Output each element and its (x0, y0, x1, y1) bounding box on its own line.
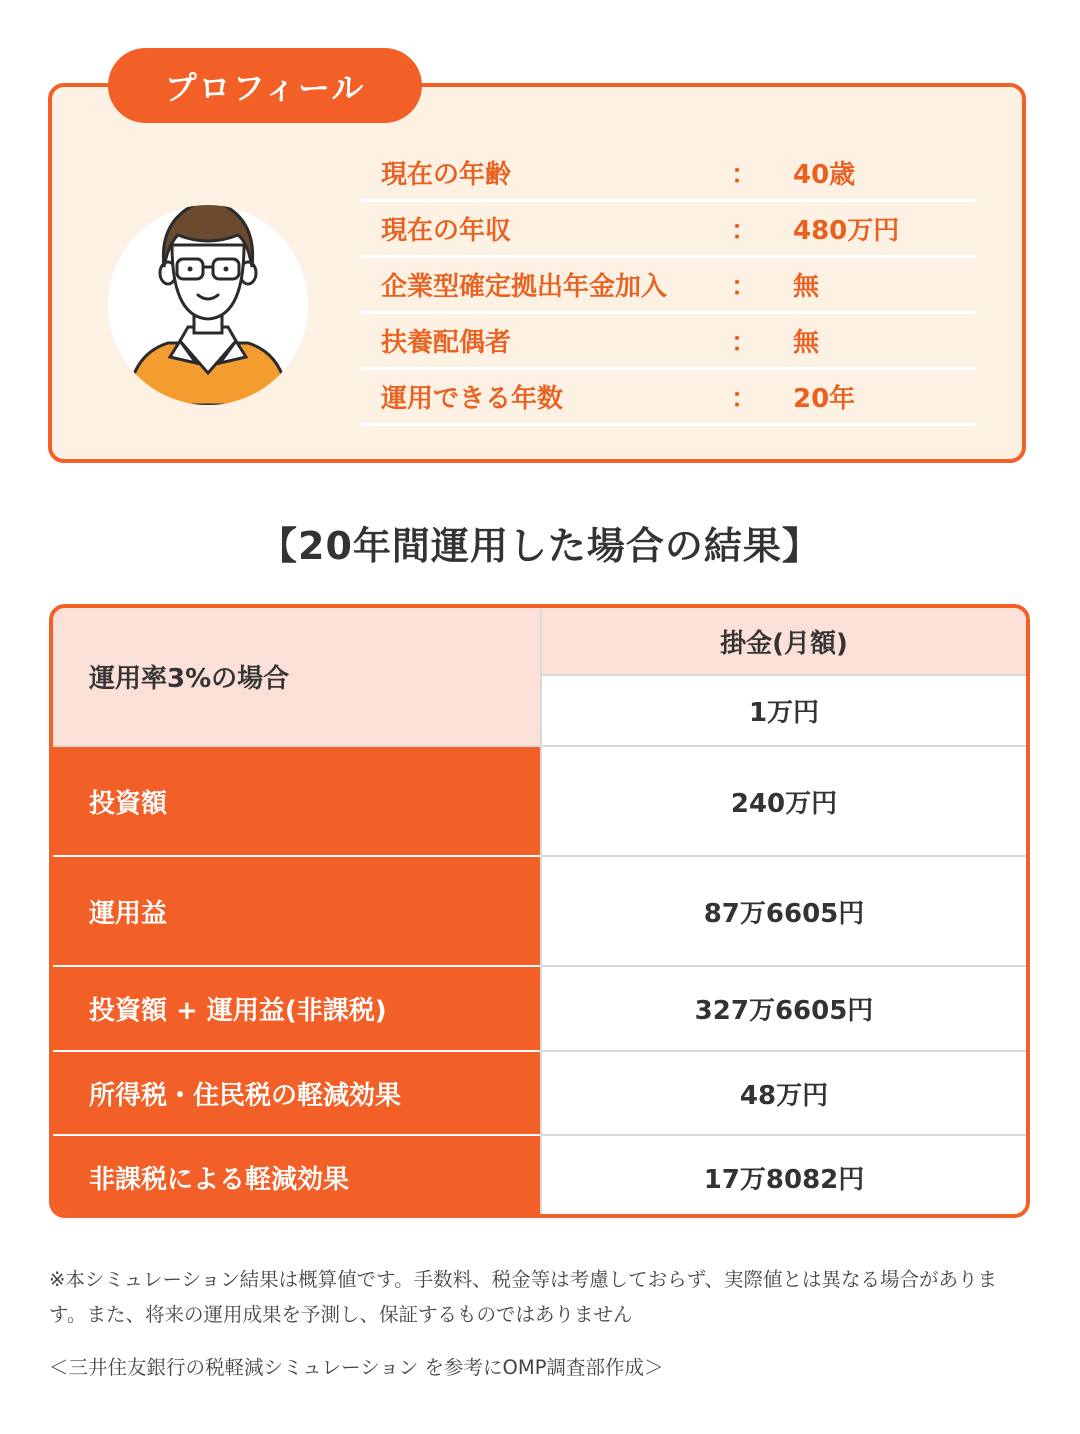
profile-colon: ： (731, 216, 758, 246)
table-row-label-investment: 投資額 (53, 747, 540, 857)
table-row-value-investment: 240万円 (540, 747, 1026, 857)
table-row-label-return: 運用益 (53, 857, 540, 967)
profile-row-income (361, 202, 978, 258)
table-row-value-total: 327万6605円 (540, 967, 1026, 1052)
profile-row-age (361, 146, 978, 202)
table-row-value-return: 87万6605円 (540, 857, 1026, 967)
profile-label: 運用できる年数 (381, 384, 564, 414)
profile-label: 企業型確定拠出年金加入 (381, 272, 668, 302)
source-note: ＜三井住友銀行の税軽減シミュレーション を参考にOMP調査部作成＞ (49, 1356, 664, 1379)
profile-label: 現在の年収 (381, 216, 512, 246)
profile-value: 480万円 (793, 216, 900, 246)
profile-colon: ： (731, 160, 758, 190)
profile-value: 無 (793, 328, 820, 358)
profile-row-pension (361, 258, 978, 314)
table-header-contribution: 掛金(月額) (540, 608, 1026, 676)
profile-colon: ： (731, 328, 758, 358)
result-table (49, 604, 1030, 1218)
table-row-value-tax-reduction: 48万円 (540, 1052, 1026, 1136)
table-row-label-tax-reduction: 所得税・住民税の軽減効果 (53, 1052, 540, 1136)
profile-label: 扶養配偶者 (381, 328, 512, 358)
man-with-glasses-avatar-icon (108, 205, 308, 405)
table-row-value-tax-free-effect: 17万8082円 (540, 1136, 1026, 1218)
profile-value: 20年 (793, 384, 856, 414)
profile-tab: プロフィール (108, 48, 422, 123)
profile-colon: ： (731, 384, 758, 414)
profile-list (361, 146, 978, 426)
table-header-rate: 運用率3%の場合 (53, 608, 540, 747)
profile-colon: ： (731, 272, 758, 302)
profile-value: 無 (793, 272, 820, 302)
table-row-label-total: 投資額 + 運用益(非課税) (53, 967, 540, 1052)
disclaimer-note: ※本シミュレーション結果は概算値です。手数料、税金等は考慮しておらず、実際値とは異なる場合があります。また、将来の運用成果を予測し、保証するものではありません (49, 1268, 998, 1326)
profile-row-years (361, 370, 978, 426)
table-header-contribution-value: 1万円 (540, 676, 1026, 747)
profile-label: 現在の年齢 (381, 160, 512, 190)
result-heading: 【20年間運用した場合の結果】 (259, 524, 821, 568)
profile-value: 40歳 (793, 160, 856, 190)
table-row-label-tax-free-effect: 非課税による軽減効果 (53, 1136, 540, 1218)
profile-row-spouse (361, 314, 978, 370)
